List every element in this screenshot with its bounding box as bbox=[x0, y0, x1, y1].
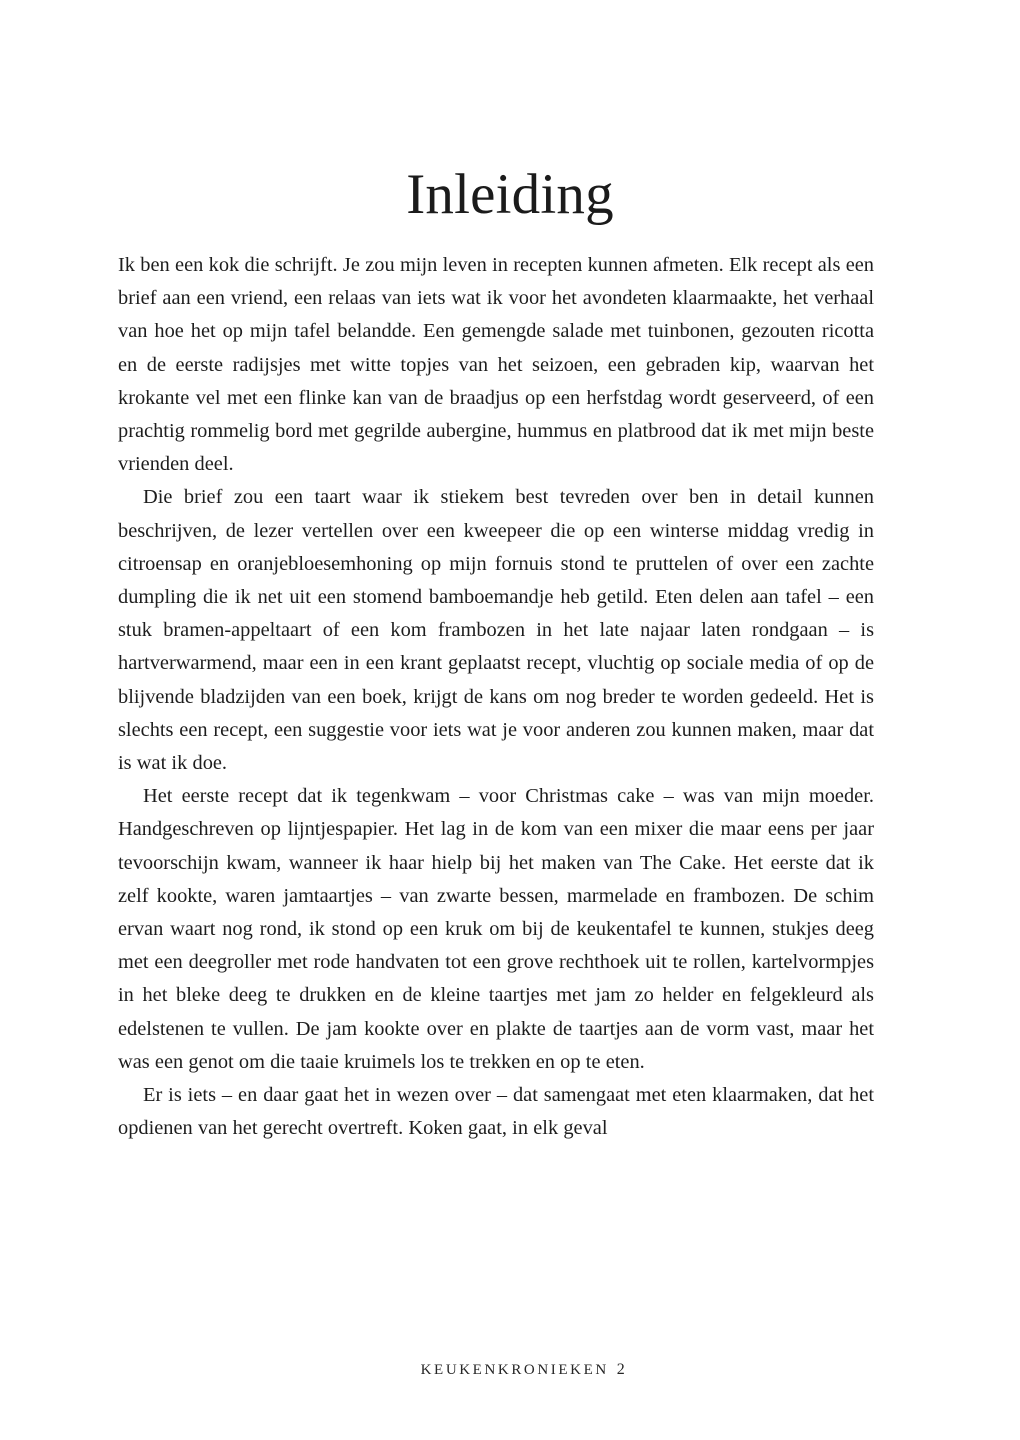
page-title: Inleiding bbox=[406, 163, 614, 227]
paragraph-1: Ik ben een kok die schrijft. Je zou mijn leven in recepten kunnen afmeten. Elk recept als een brief aan een vriend, een relaas van iets wat ik voor het avondeten klaarmaakte, het verhaal van hoe het op mijn tafel belandde. Een gemengde salade met tuinbonen, gezouten ricotta en de eerste radijsjes met witte topjes van het seizoen, een gebraden kip, waarvan het krokante vel met een flinke kan van de braadjus op een herfstdag wordt geserveerd, of een prachtig rommelig bord met gegrilde aubergine, hummus en platbrood dat ik met mijn beste vrienden deel. bbox=[118, 254, 874, 476]
running-foot-title: KEUKENKRONIEKEN bbox=[420, 1362, 609, 1378]
paragraph-4: Er is iets – en daar gaat het in wezen over – dat samengaat met eten klaarmaken, dat het opdienen van het gerecht overtreft. Koken gaat, in elk geval bbox=[118, 1084, 874, 1140]
page-number: 2 bbox=[616, 1361, 625, 1378]
running-footer bbox=[0, 1344, 1020, 1396]
paragraph-2: Die brief zou een taart waar ik stiekem best tevreden over ben in detail kunnen beschrijven, de lezer vertellen over een kweepeer die op een winterse middag vredig in citroensap en oranjebloesemhoning op mijn fornuis stond te pruttelen of over een zachte dumpling die ik net uit een stomend bamboemandje heb getild. Eten delen aan tafel – een stuk bramen-appeltaart of een kom frambozen in het late najaar laten rondgaan – is hartverwarmend, maar een in een krant geplaatst recept, vluchtig op sociale media of op de blijvende bladzijden van een boek, krijgt de kans om nog breder te worden gedeeld. Het is slechts een recept, een suggestie voor iets wat je voor anderen zou kunnen maken, maar dat is wat ik doe. bbox=[118, 486, 874, 775]
body-text-block bbox=[118, 249, 874, 1145]
paragraph-3: Het eerste recept dat ik tegenkwam – voor Christmas cake – was van mijn moeder. Handgeschreven op lijntjespapier. Het lag in de kom van een mixer die maar eens per jaar tevoorschijn kwam, wanneer ik haar hielp bij het maken van The Cake. Het eerste dat ik zelf kookte, waren jamtaartjes – van zwarte bessen, marmelade en frambozen. De schim ervan waart nog rond, ik stond op een kruk om bij de keukentafel te kunnen, stukjes deeg met een deegroller met rode handvaten tot een grove rechthoek uit te rollen, kartelvormpjes in het bleke deeg te drukken en de kleine taartjes met jam zo helder en felgekleurd als edelstenen te vullen. De jam kookte over en plakte de taartjes aan de vorm vast, maar het was een genot om die taaie kruimels los te trekken en op te eten. bbox=[118, 785, 874, 1073]
